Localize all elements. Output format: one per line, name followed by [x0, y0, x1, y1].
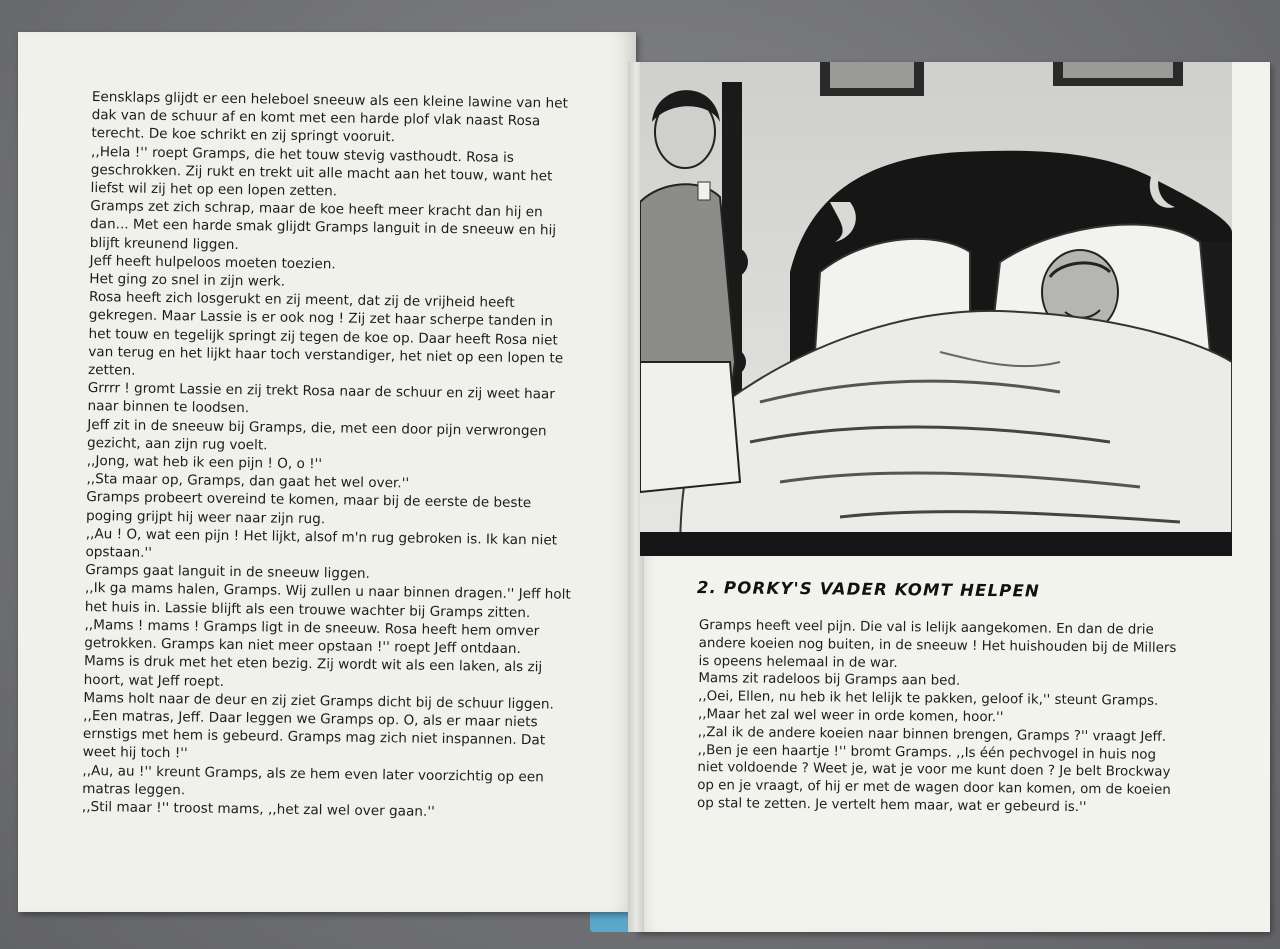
- paragraph: ,,Mams ! mams ! Gramps ligt in de sneeuw. Rosa heeft hem omver getrokken. Gramps kan niet meer opstaan !'' roept Jeff ontdaan.: [84, 616, 540, 658]
- paragraph: Gramps heeft veel pijn. Die val is lelijk aangekomen. En dan de drie andere koeien nog buiten, in de sneeuw ! Het huishouden bij de Millers is opeens helemaal in de war.: [698, 617, 1177, 671]
- paragraph: ,,Au, au !'' kreunt Gramps, als ze hem even later voorzichtig op een matras leggen.: [82, 762, 544, 799]
- paragraph: ,,Sta maar op, Gramps, dan gaat het wel over.'': [86, 471, 410, 492]
- paragraph: Grrrr ! gromt Lassie en zij trekt Rosa naar de schuur en zij weet haar naar binnen te loodsen.: [87, 380, 555, 417]
- paragraph: ,,Jong, wat heb ik een pijn ! O, o !'': [86, 453, 323, 473]
- paragraph: ,,Au ! O, wat een pijn ! Het lijkt, alsof m'n rug gebroken is. Ik kan niet opstaan.'': [85, 525, 558, 561]
- bedroom-illustration: [640, 62, 1232, 556]
- paragraph: Rosa heeft zich losgerukt en zij meent, dat zij de vrijheid heeft gekregen. Maar Lassie is er ook nog ! Zij zet haar scherpe tanden in het touw en tegelijk springt zij tegen de koe op. Daar heeft Rosa niet van terug en het lijkt haar toch verstandiger, het niet op een lopen te zetten.: [87, 289, 564, 379]
- paragraph: Mams is druk met het eten bezig. Zij wordt wit als een laken, als zij hoort, wat Jeff roept.: [83, 653, 543, 690]
- paragraph: ,,Ben je een haartje !'' bromt Gramps. ,,Is één pechvogel in huis nog niet voldoende ? Weet je, wat je voor me kunt doen ? Je belt Brockway op en je vraagt, of hij er met de wagen door kan komen, om de koeien op stal te zetten. Je vertelt hem maar, wat er gebeurd is.'': [696, 742, 1171, 816]
- paragraph: Mams zit radeloos bij Gramps aan bed.: [698, 671, 961, 690]
- paragraph: Jeff heeft hulpeloos moeten toezien.: [89, 252, 336, 273]
- paragraph: ,,Zal ik de andere koeien naar binnen brengen, Gramps ?'' vraagt Jeff.: [697, 724, 1167, 745]
- paragraph: ,,Stil maar !'' troost mams, ,,het zal wel over gaan.'': [81, 798, 435, 820]
- paragraph: ,,Oei, Ellen, nu heb ik het lelijk te pakken, geloof ik,'' steunt Gramps. ,,Maar het zal wel weer in orde komen, hoor.'': [697, 689, 1159, 726]
- chapter-title: 2. PORKY'S VADER KOMT HELPEN: [696, 578, 1041, 601]
- left-page-text: [82, 88, 582, 823]
- illustration-drawing: [640, 62, 1232, 556]
- paragraph: ,,Ik ga mams halen, Gramps. Wij zullen u naar binnen dragen.'' Jeff holt het huis in. Lassie blijft als een trouwe wachter bij Gramps zitten.: [84, 580, 571, 621]
- paragraph: ,,Hela !'' roept Gramps, die het touw stevig vasthoudt. Rosa is geschrokken. Zij rukt en trekt uit alle macht aan het touw, want het liefst wil zij het op een lopen zetten.: [90, 143, 553, 200]
- paragraph: ,,Een matras, Jeff. Daar leggen we Gramps op. O, als er maar niets ernstigs met hem is gebeurd. Gramps mag zich niet inspannen. Dat weet hij toch !'': [82, 707, 546, 762]
- paragraph: Het ging zo snel in zijn werk.: [89, 271, 286, 290]
- paragraph: Gramps probeert overeind te komen, maar bij de eerste de beste poging grijpt hij weer naar zijn rug.: [85, 489, 532, 527]
- paragraph: Gramps gaat languit in de sneeuw liggen.: [85, 562, 371, 583]
- right-page-text: [697, 617, 1177, 818]
- paragraph: Eensklaps glijdt er een heleboel sneeuw als een kleine lawine van het dak van de schuur af en komt met een harde plof vlak naast Rosa terecht. De koe schrikt en zij springt vooruit.: [91, 88, 568, 146]
- paragraph: Mams holt naar de deur en zij ziet Gramps dicht bij de schuur liggen.: [83, 689, 554, 713]
- paragraph: Jeff zit in de sneeuw bij Gramps, die, met een door pijn verwrongen gezicht, aan zijn rug voelt.: [86, 416, 547, 454]
- paragraph: Gramps zet zich schrap, maar de koe heeft meer kracht dan hij en dan... Met een harde smak glijdt Gramps languit in de sneeuw en hij blijft kreunend liggen.: [89, 198, 557, 253]
